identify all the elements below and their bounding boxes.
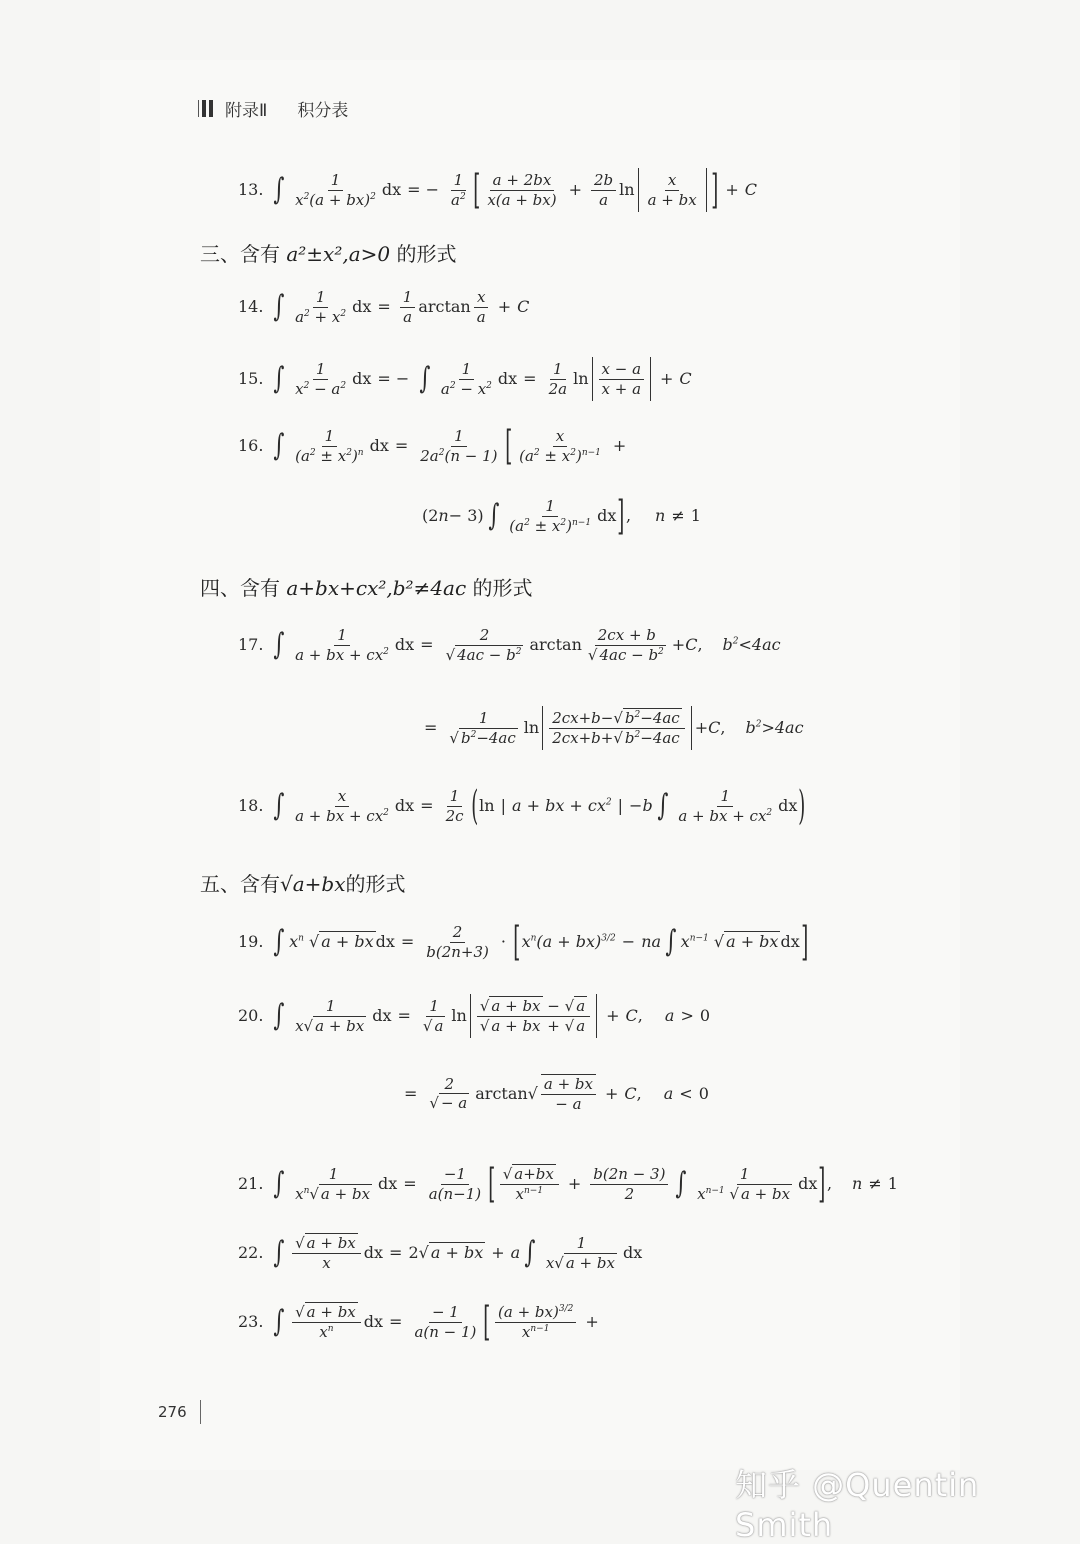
- formula-22: 22. ∫ $\frac{√ a + bx}{x}$ dx = 2 √ a + bx + a ∫ $\frac{1}{x√ a + bx}$ dx: [238, 1234, 643, 1272]
- formula-16: 16. ∫ $\frac{1}{(a^2 \pm x^2)^n}$ dx = $\frac{1}{2a^2(n - 1)}$ [ $\frac{x}{(a^2 \pm x^2)^{n-1}}$ +: [238, 423, 627, 469]
- formula-20-continued: = $\frac{2}{√ - a}$ arctan √ $\frac{a + bx}{- a}$ + C , a < 0: [404, 1074, 709, 1113]
- header-appendix: 附录Ⅱ: [225, 101, 268, 121]
- formula-19: 19. ∫ $x^n$ √ a + bx dx = $\frac{2}{b(2n+3)}$ · [ $x^n(a + bx)^{3/2}$ − na ∫ $x^{n-1}$ √ a + bx dx ]: [238, 919, 809, 965]
- formula-17-continued: = $\frac{1}{√ b^2-4ac}$ ln $\frac{2cx+b-√ b^2-4ac}{2cx+b+√ b^2-4ac}$ + C , $b^2>4ac$: [418, 706, 804, 750]
- formula-17: 17. ∫ $\frac{1}{a + bx + cx^2}$ dx = $\frac{2}{√ 4ac - b^2}$ arctan $\frac{2cx + b}{√ 4ac - b^2}$ + C , $b^2<4ac$: [238, 626, 781, 664]
- formula-15: 15. ∫ $\frac{1}{x^2 - a^2}$ dx = − ∫ $\frac{1}{a^2 - x^2}$ dx = $\frac{1}{2a}$ ln $\frac{x - a}{x + a}$ + C: [238, 357, 692, 401]
- formula-23: 23. ∫ $\frac{√ a + bx}{x^n}$ dx = $\frac{- 1}{a(n - 1)}$ [ $\frac{(a + bx)^{3/2}}{x^{n-1}}$ +: [238, 1299, 599, 1345]
- running-header: [198, 96, 348, 121]
- formula-20: 20. ∫ $\frac{1}{x√ a + bx}$ dx = $\frac{1}{√ a}$ ln $\frac{√ a + bx - √ a}{√ a + bx + √ a}$ + C , a > 0: [238, 994, 710, 1038]
- section-5-heading: 五、含有√a+bx的形式: [200, 872, 406, 896]
- section-3-heading: 三、含有 a²±x²,a>0 的形式: [200, 242, 457, 266]
- formula-21: 21. ∫ $\frac{1}{x^n√ a + bx}$ dx = $\frac{-1}{a(n-1)}$ [ $\frac{√ a+bx}{x^{n-1}}$ + $\frac{b(2n - 3)}{2}$ ∫ $\frac{1}{x^{n-1} √ a + bx}$ dx ] , n ≠ 1: [238, 1161, 898, 1207]
- header-title: 积分表: [297, 101, 349, 121]
- formula-16-continued: (2 n − 3) ∫ $\frac{1}{(a^2 \pm x^2)^{n-1}}$ dx ] , n ≠ 1: [422, 493, 701, 539]
- page-number-divider: [200, 1400, 201, 1424]
- header-bars-icon: [198, 100, 213, 117]
- formula-18: 18. ∫ $\frac{x}{a + bx + cx^2}$ dx = $\frac{1}{2c}$ ( ln | a + bx + $cx^2$ | − b ∫ $\frac{1}{a + bx + cx^2}$ dx ): [238, 783, 806, 829]
- watermark: 知乎 @Quentin Smith: [735, 1466, 980, 1544]
- formula-14: 14. ∫ $\frac{1}{a^2 + x^2}$ dx = $\frac{1}{a}$ arctan $\frac{x}{a}$ + C: [238, 288, 530, 326]
- formula-13: 13. ∫ $\frac{1}{x^2(a + bx)^2}$ dx = − $\frac{1}{a^2}$ [ $\frac{a + 2bx}{x(a + bx)}$ + $\frac{2b}{a}$ ln $\frac{x}{a + bx}$ ] + C: [238, 167, 757, 213]
- page-number: 276: [158, 1403, 187, 1421]
- section-4-heading: 四、含有 a+bx+cx²,b²≠4ac 的形式: [200, 576, 533, 600]
